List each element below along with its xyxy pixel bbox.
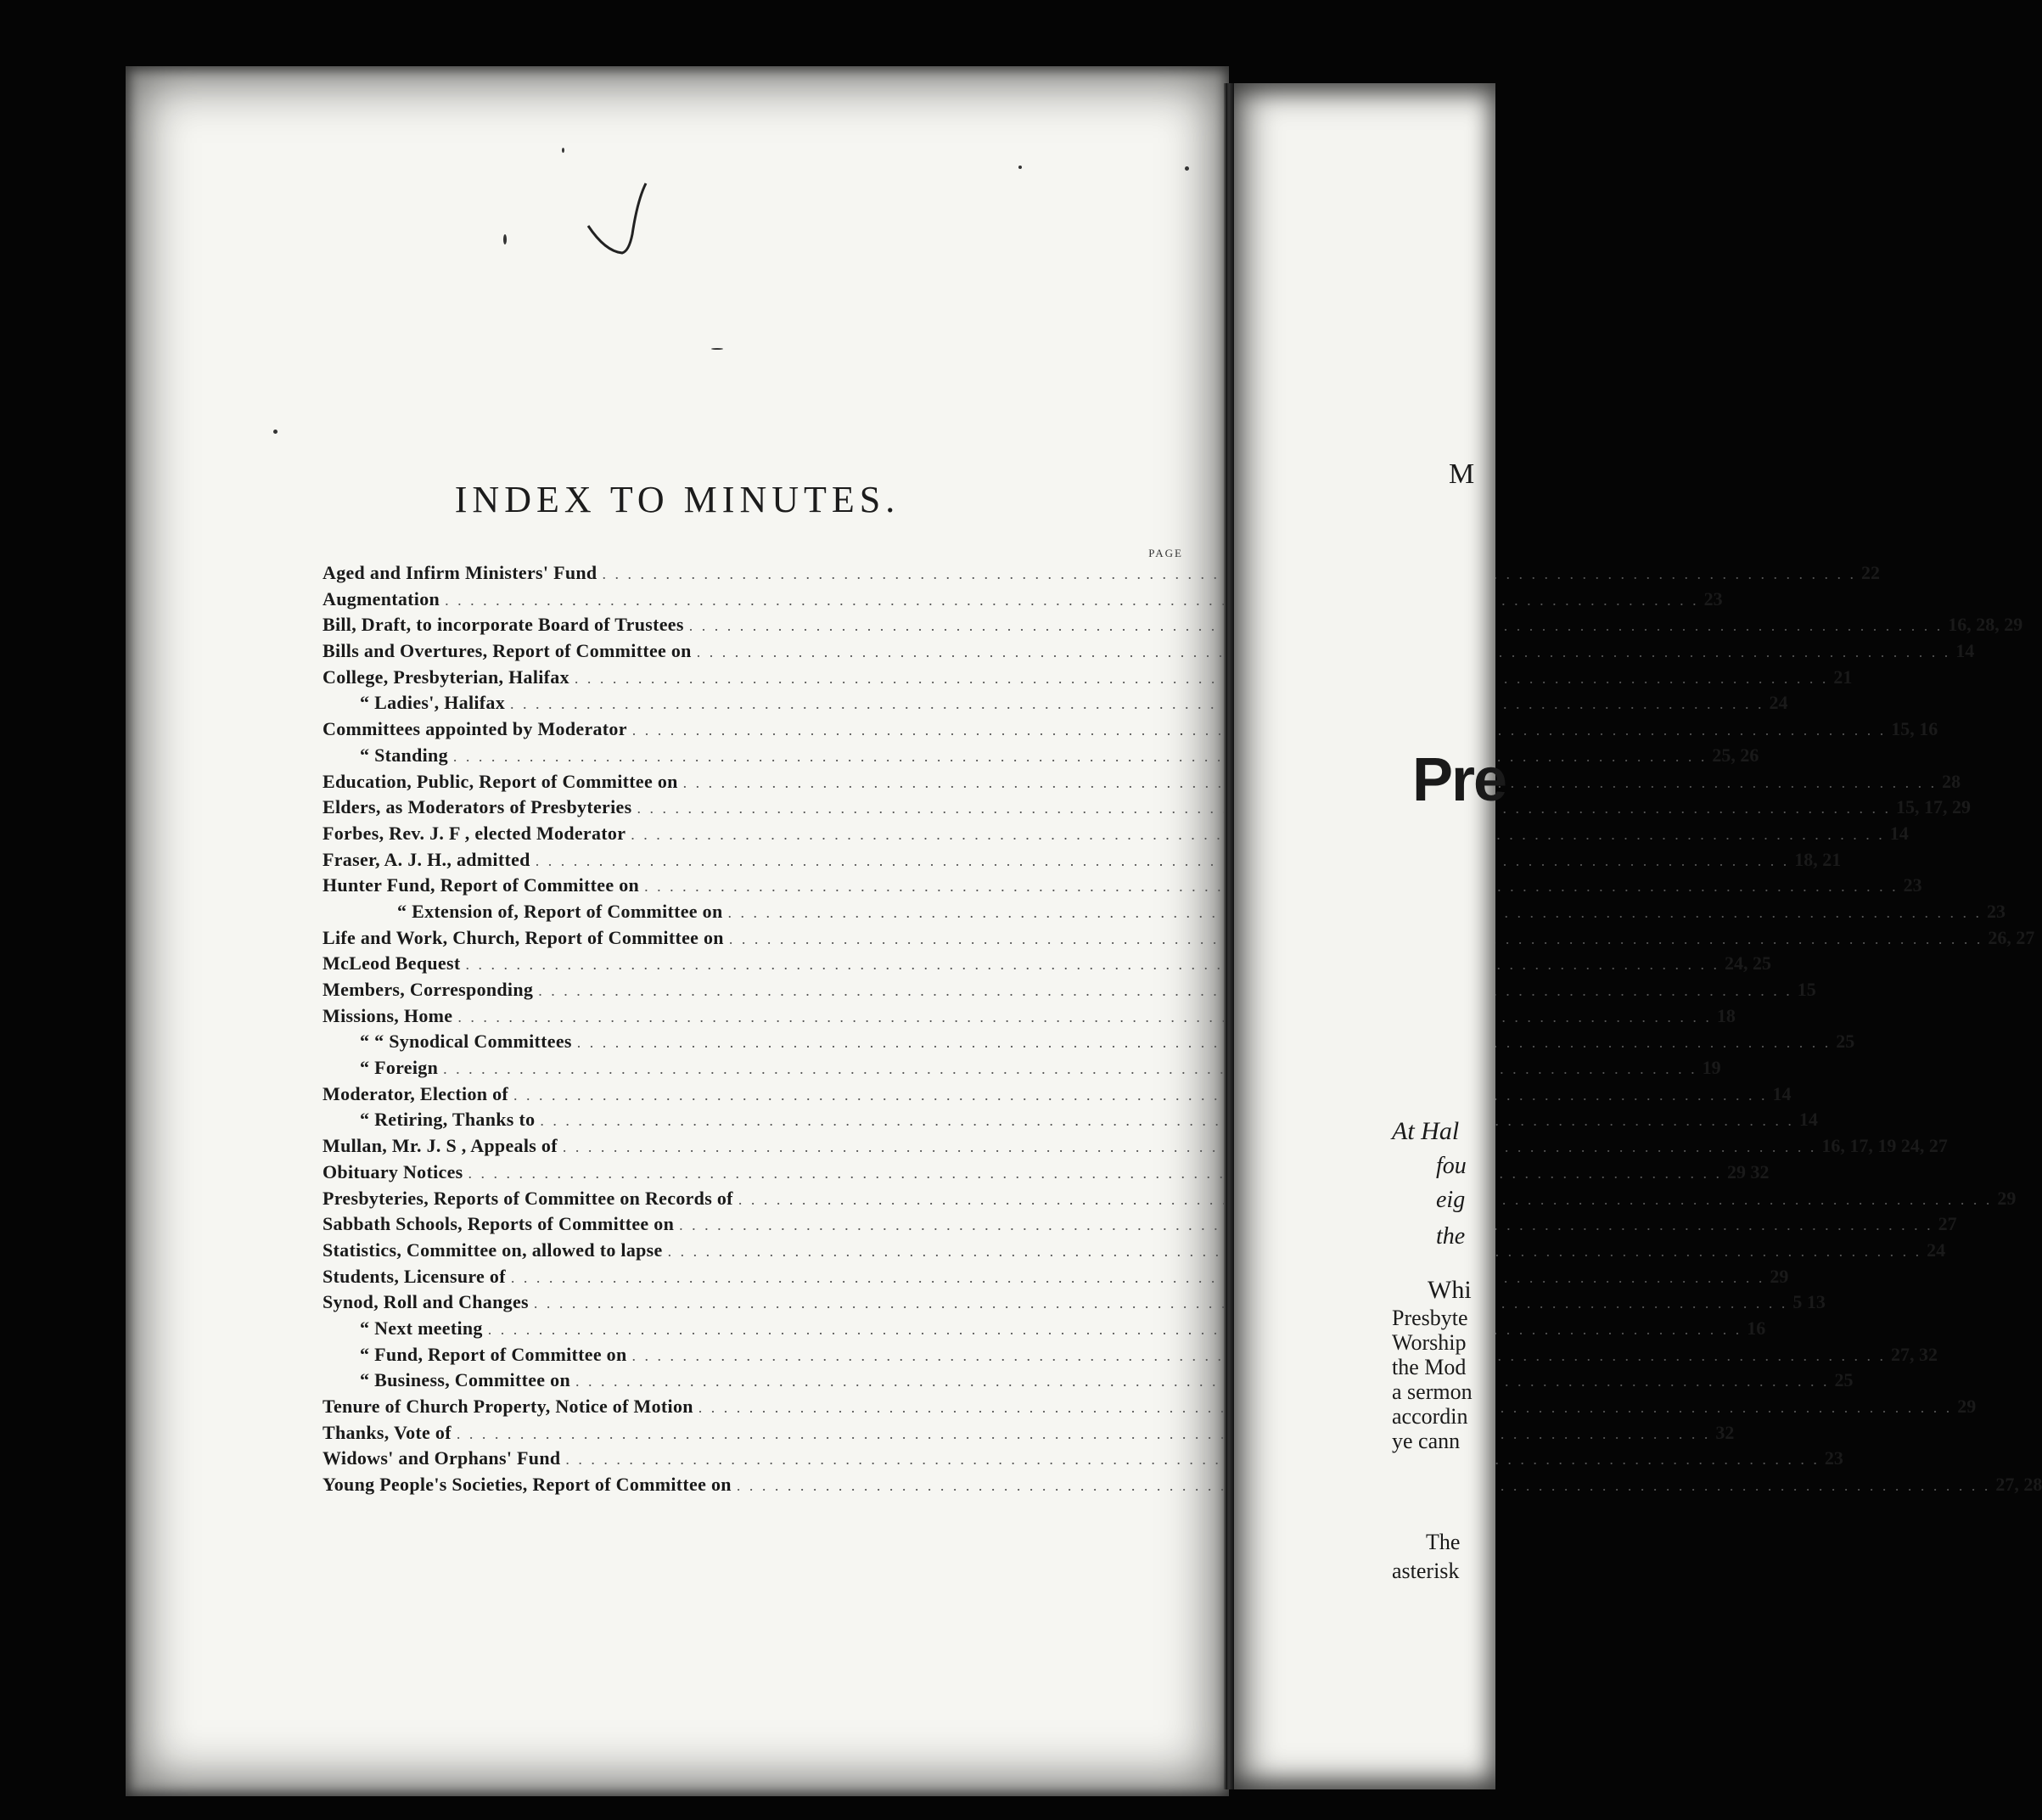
index-entry-label: Life and Work, Church, Report of Committee on	[323, 926, 724, 948]
index-entry-page: 15	[1797, 979, 1816, 1000]
index-entry-page: 26, 27	[1988, 926, 2035, 948]
right-fragment-the-mod: the Mod	[1392, 1355, 1467, 1379]
ink-speck	[1185, 166, 1189, 171]
column-header-page: PAGE	[1148, 547, 1183, 559]
index-entry-label: Missions, Home	[323, 1004, 453, 1026]
index-entry-label: Sabbath Schools, Reports of Committee on	[323, 1213, 675, 1235]
index-entry-label: Thanks, Vote of	[323, 1421, 452, 1443]
index-entry-label: Education, Public, Report of Committee on	[323, 770, 678, 792]
index-entry-label: Obituary Notices	[323, 1160, 463, 1182]
ink-speck	[503, 234, 507, 244]
dot-leader	[443, 1056, 1697, 1082]
index-entry-page: 25	[1836, 1031, 1855, 1053]
dot-leader	[534, 1290, 1788, 1317]
index-entry-page: 29	[1957, 1396, 1977, 1417]
index-entry-page: 14	[1772, 1082, 1792, 1104]
index-entry	[323, 821, 1909, 847]
right-fragment-the-ital: the	[1436, 1223, 1466, 1250]
index-entry	[323, 1003, 1736, 1030]
dot-leader	[563, 1134, 1817, 1160]
dot-leader	[565, 1446, 1820, 1473]
index-entry-page: 24	[1927, 1239, 1946, 1261]
dot-leader	[575, 666, 1829, 692]
dot-leader	[513, 1082, 1768, 1109]
index-entry	[323, 587, 1723, 613]
dot-leader	[488, 1317, 1742, 1343]
index-entry-page: 18, 21	[1794, 848, 1842, 870]
dot-leader	[457, 1004, 1712, 1031]
dot-leader	[468, 1160, 1723, 1187]
index-entry-label: “ Foreign	[360, 1057, 439, 1079]
index-entry	[323, 1238, 1946, 1264]
dot-leader	[538, 978, 1792, 1004]
index-entry-page: 5 13	[1792, 1291, 1826, 1313]
index-entry-label: McLeod Bequest	[323, 952, 461, 975]
index-entry	[323, 1081, 1792, 1108]
index-entry-label: Hunter Fund, Report of Committee on	[323, 874, 640, 896]
index-entry-label: Bill, Draft, to incorporate Board of Trustees	[323, 614, 684, 636]
index-entry-label: “ Standing	[360, 744, 448, 766]
index-entry	[323, 951, 1771, 977]
dot-leader	[465, 952, 1719, 978]
index-entry-page: 23	[1703, 587, 1723, 609]
index-entry-label: “ Next meeting	[360, 1317, 483, 1339]
dot-leader	[511, 1265, 1765, 1291]
index-entry	[323, 847, 1842, 873]
dot-leader	[575, 1368, 1830, 1395]
index-entry	[323, 690, 1788, 716]
index-entry-label: “ Fund, Report of Committee on	[360, 1343, 627, 1365]
index-entry-page: 22	[1860, 562, 1880, 583]
index-entry-label: Fraser, A. J. H., admitted	[323, 848, 530, 870]
index-entry-page: 29	[1770, 1265, 1789, 1287]
right-fragment-whi: Whi	[1428, 1276, 1472, 1304]
index-entry-label: “ “ Synodical Committees	[360, 1031, 572, 1053]
pencil-check-mark	[588, 166, 665, 260]
index-entry	[323, 925, 2035, 952]
index-entry-page: 15, 17, 29	[1895, 796, 1971, 818]
index-entry-page: 32	[1715, 1421, 1735, 1443]
book-spine-gutter	[1226, 83, 1234, 1789]
ink-speck	[562, 148, 564, 153]
index-entry	[323, 795, 1971, 821]
index-entry-label: Committees appointed by Moderator	[323, 718, 627, 740]
index-entry	[323, 743, 1759, 769]
right-fragment-the: The	[1426, 1530, 1461, 1554]
index-entry-label: Augmentation	[323, 587, 440, 609]
right-page-fragment	[1224, 83, 1506, 1789]
right-fragment-accordin: accordin	[1392, 1404, 1468, 1429]
index-entry-page: 16	[1747, 1317, 1766, 1339]
index-entry	[323, 977, 1816, 1003]
index-entry	[323, 1133, 1948, 1160]
index-entry	[323, 1446, 1843, 1472]
index-entry-page: 28	[1942, 770, 1961, 792]
index-entry	[323, 899, 2006, 925]
index-entry-label: “ Business, Committee on	[360, 1369, 570, 1391]
index-entry-page: 23	[1987, 900, 2006, 922]
index-entry-page: 25	[1834, 1369, 1854, 1391]
index-entry-page: 29 32	[1727, 1160, 1770, 1182]
index-entry	[323, 769, 1961, 795]
index-entry	[323, 638, 1975, 665]
index-entry	[323, 1472, 2042, 1498]
index-entry-page: 18	[1716, 1004, 1736, 1026]
page-title: INDEX TO MINUTES.	[454, 479, 900, 521]
index-entry-page: 14	[1798, 1109, 1818, 1131]
right-fragment-fou: fou	[1436, 1153, 1467, 1179]
index-entry-label: Statistics, Committee on, allowed to lapse	[323, 1239, 663, 1261]
index-entry-page: 29	[1997, 1187, 2017, 1209]
right-fragment-pre: Pre	[1412, 746, 1506, 814]
dot-leader	[453, 744, 1708, 770]
index-entry-page: 27, 28	[1995, 1474, 2042, 1496]
index-entry-label: Synod, Roll and Changes	[323, 1291, 529, 1313]
index-entry-page: 27	[1938, 1213, 1957, 1235]
dot-leader	[540, 1108, 1794, 1134]
index-entry-page: 27, 32	[1891, 1343, 1938, 1365]
index-entry-page: 14	[1955, 640, 1975, 662]
index-entry	[323, 665, 1853, 691]
index-entry	[323, 1029, 1855, 1055]
index-entry-label: Young People's Societies, Report of Committee on	[323, 1474, 732, 1496]
index-entry-label: Members, Corresponding	[323, 979, 534, 1000]
index-entry-label: Elders, as Moderators of Presbyteries	[323, 796, 632, 818]
index-entry	[323, 560, 1880, 587]
index-entry-label: Students, Licensure of	[323, 1265, 506, 1287]
index-entry-page: 24	[1769, 692, 1788, 714]
right-fragment-asterisk: asterisk	[1392, 1559, 1460, 1583]
index-entry-label: Forbes, Rev. J. F , elected Moderator	[323, 822, 626, 844]
index-entry-page: 15, 16	[1891, 718, 1938, 740]
index-entry	[323, 1055, 1721, 1081]
index-entry-label: Presbyteries, Reports of Committee on Records of	[323, 1187, 733, 1209]
index-entry-page: 23	[1903, 874, 1922, 896]
right-fragment-worship: Worship	[1392, 1330, 1467, 1355]
right-fragment-at-hal: At Hal	[1392, 1117, 1460, 1145]
dot-leader	[457, 1421, 1711, 1447]
index-entry-label: “ Retiring, Thanks to	[360, 1109, 536, 1131]
index-entry-label: College, Presbyterian, Halifax	[323, 666, 569, 688]
index-entry	[323, 873, 1922, 899]
ink-speck	[1018, 166, 1022, 169]
index-entry-label: “ Extension of, Report of Committee on	[397, 900, 723, 922]
index-entry	[323, 612, 2023, 638]
index-entry-page: 19	[1702, 1057, 1721, 1079]
index-entry-label: Bills and Overtures, Report of Committee on	[323, 640, 692, 662]
dot-leader	[510, 691, 1764, 717]
index-entry-label: Widows' and Orphans' Fund	[323, 1447, 561, 1469]
right-fragment-a-sermon: a sermon	[1392, 1379, 1473, 1404]
index-entry-label: Mullan, Mr. J. S , Appeals of	[323, 1135, 558, 1157]
dot-leader	[577, 1030, 1832, 1056]
index-entry-page: 25, 26	[1712, 744, 1759, 766]
dot-leader	[536, 848, 1790, 874]
right-fragment-eig: eig	[1436, 1187, 1466, 1213]
index-entry-page: 14	[1889, 822, 1909, 844]
index-entry-page: 16, 17, 19 24, 27	[1821, 1135, 1948, 1157]
index-entry-page: 24, 25	[1724, 952, 1771, 975]
right-fragment-m: M	[1449, 458, 1475, 490]
ink-speck	[711, 348, 723, 350]
index-entry-label: Aged and Infirm Ministers' Fund	[323, 562, 597, 583]
ink-speck	[273, 430, 278, 434]
index-entry-page: 21	[1833, 666, 1853, 688]
dot-leader	[445, 587, 1699, 614]
index-entry	[323, 716, 1938, 743]
index-entry-page: 16, 28, 29	[1948, 614, 2023, 636]
index-entry-label: Tenure of Church Property, Notice of Motion	[323, 1396, 693, 1417]
right-fragment-presbyte: Presbyte	[1392, 1306, 1468, 1330]
index-entry-page: 23	[1824, 1447, 1843, 1469]
index-entry-label: Moderator, Election of	[323, 1082, 509, 1104]
right-fragment-ye-cann: ye cann	[1392, 1429, 1461, 1453]
index-entry-label: “ Ladies', Halifax	[360, 692, 506, 714]
